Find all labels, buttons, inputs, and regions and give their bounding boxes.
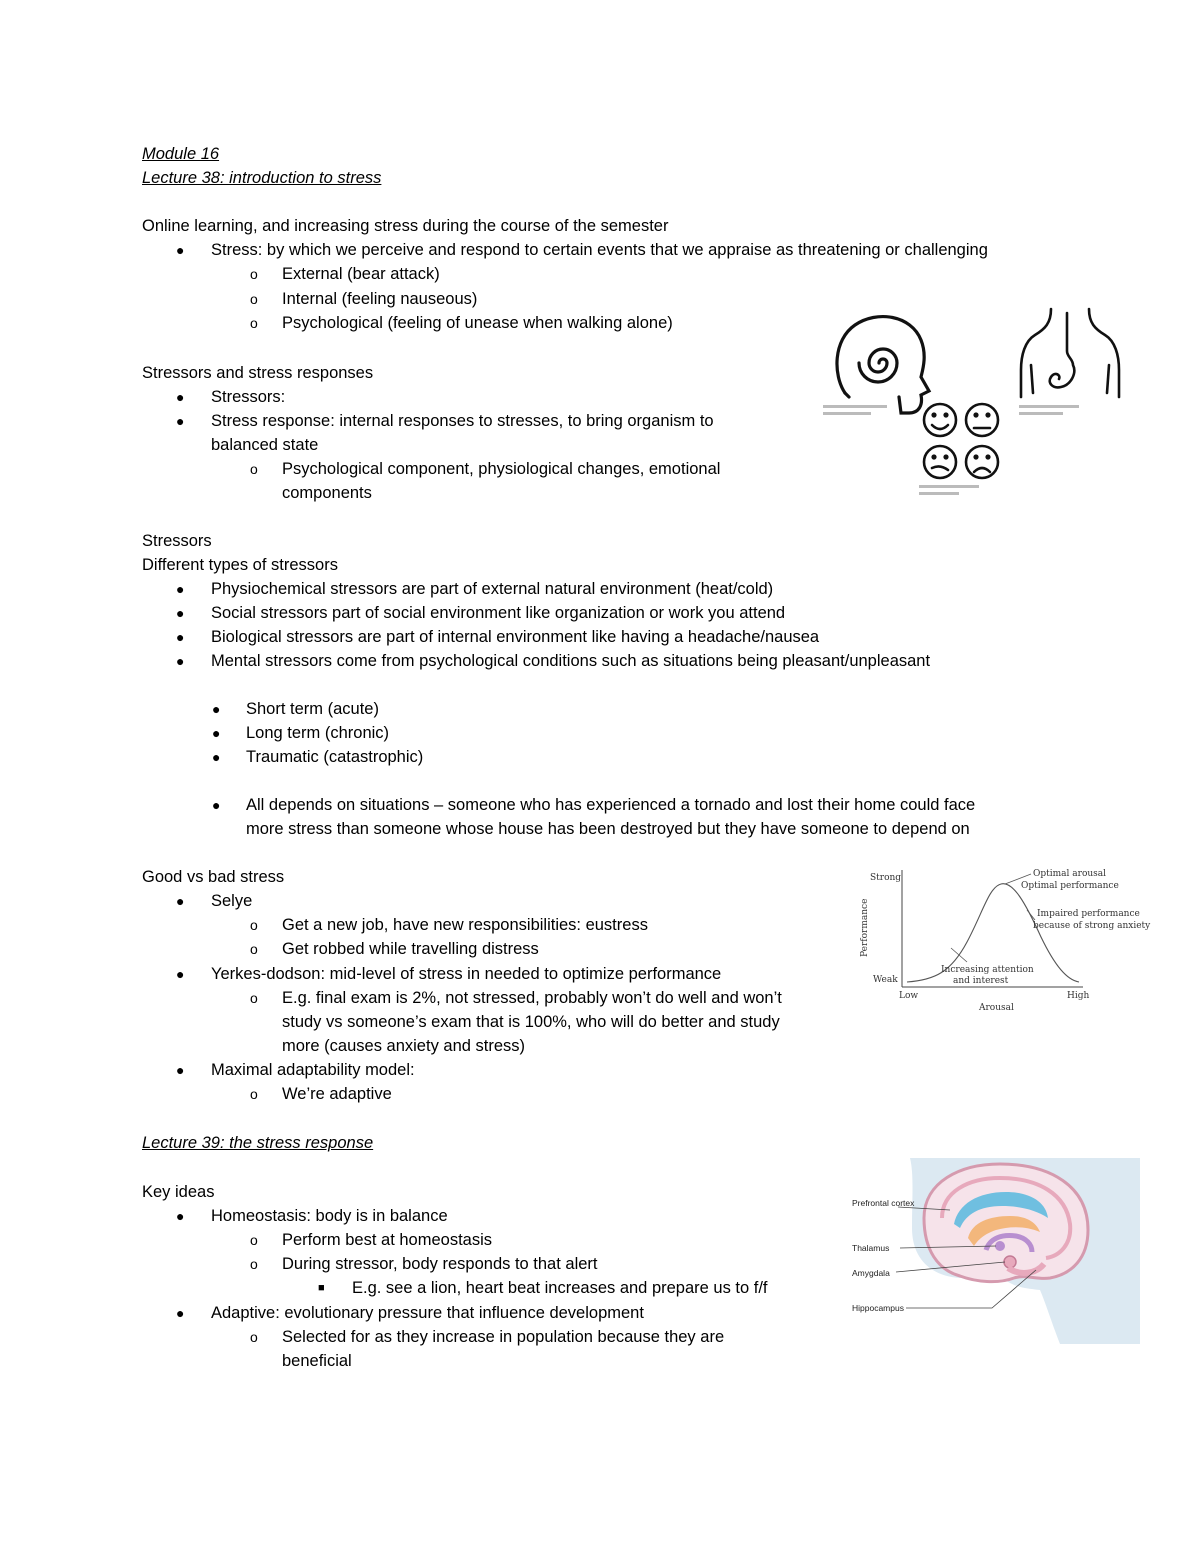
bullet-square: ■ xyxy=(318,1282,325,1294)
bullet-dot: ● xyxy=(176,966,185,982)
bullet-o: o xyxy=(250,1232,258,1248)
type-social: Social stressors part of social environment like organization or work you attend xyxy=(211,604,786,622)
bullet-o: o xyxy=(250,461,258,477)
y-strong-label: Strong xyxy=(870,873,902,883)
adaptive: Adaptive: evolutionary pressure that influence development xyxy=(211,1304,644,1322)
emotion-faces-icon xyxy=(924,404,998,478)
lecture-38-title: Lecture 38: introduction to stress xyxy=(142,169,382,187)
type-mental: Mental stressors come from psychological conditions such as situations being pleasant/unpleasant xyxy=(211,652,931,670)
bullet-o: o xyxy=(250,266,258,282)
bullet-o: o xyxy=(250,990,258,1006)
duration-long: Long term (chronic) xyxy=(246,724,390,742)
x-low-label: Low xyxy=(899,991,919,1001)
adaptive-sub-1: Selected for as they increase in population because they are xyxy=(282,1328,725,1346)
caption-placeholder xyxy=(823,405,887,408)
type-biological: Biological stressors are part of internal environment like having a headache/nausea xyxy=(211,628,820,646)
sr-stressors: Stressors: xyxy=(211,388,286,406)
stress-type-psychological: Psychological (feeling of unease when walking alone) xyxy=(282,314,673,332)
bullet-o: o xyxy=(250,291,258,307)
yerkes-example-3: more (causes anxiety and stress) xyxy=(282,1037,526,1055)
homeo-example: E.g. see a lion, heart beat increases and prepare us to f/f xyxy=(352,1279,768,1297)
caption-placeholder xyxy=(919,492,959,495)
sr-components-line-2: components xyxy=(282,484,372,502)
homeostasis: Homeostasis: body is in balance xyxy=(211,1207,448,1225)
bullet-dot: ● xyxy=(176,629,185,645)
sr-response-line-2: balanced state xyxy=(211,436,319,454)
annotation-impaired-2: because of strong anxiety xyxy=(1033,921,1151,931)
annotation-optimal-arousal: Optimal arousal xyxy=(1033,869,1107,879)
caption-placeholder xyxy=(823,412,871,415)
bullet-o: o xyxy=(250,1329,258,1345)
depends-line-2: more stress than someone whose house has been destroyed but they have someone to depend on xyxy=(246,820,970,838)
y-weak-label: Weak xyxy=(873,975,898,985)
duration-traumatic: Traumatic (catastrophic) xyxy=(246,748,424,766)
thalamus-region xyxy=(995,1241,1005,1251)
types-heading: Different types of stressors xyxy=(142,556,338,574)
selye: Selye xyxy=(211,892,253,910)
type-physiochemical: Physiochemical stressors are part of external natural environment (heat/cold) xyxy=(211,580,774,598)
bullet-dot: ● xyxy=(212,701,221,717)
intro-heading: Online learning, and increasing stress during the course of the semester xyxy=(142,217,669,235)
stressors-heading: Stressors xyxy=(142,532,212,550)
annotation-increasing-2: and interest xyxy=(953,976,1009,986)
bullet-o: o xyxy=(250,1256,258,1272)
stress-icons-figure xyxy=(815,305,1125,505)
x-axis-label: Arousal xyxy=(979,1003,1014,1013)
bullet-dot: ● xyxy=(176,605,185,621)
bullet-dot: ● xyxy=(176,653,185,669)
annotation-impaired-1: Impaired performance xyxy=(1037,909,1140,919)
yerkes-dodson: Yerkes-dodson: mid-level of stress in needed to optimize performance xyxy=(211,965,722,983)
selye-eustress: Get a new job, have new responsibilities: eustress xyxy=(282,916,648,934)
adaptive-sub-2: beneficial xyxy=(282,1352,352,1370)
sr-components-line-1: Psychological component, physiological changes, emotional xyxy=(282,460,721,478)
homeo-during: During stressor, body responds to that alert xyxy=(282,1255,598,1273)
bullet-o: o xyxy=(250,917,258,933)
caption-placeholder xyxy=(1019,412,1063,415)
bullet-dot: ● xyxy=(176,1062,185,1078)
label-amygdala: Amygdala xyxy=(852,1268,890,1278)
depends-line-1: All depends on situations – someone who has experienced a tornado and lost their home could face xyxy=(246,796,976,814)
bullet-dot: ● xyxy=(176,1305,185,1321)
bullet-dot: ● xyxy=(212,797,221,813)
annotation-leader xyxy=(951,948,967,962)
label-hippocampus: Hippocampus xyxy=(852,1303,904,1313)
lecture-39-title: Lecture 39: the stress response xyxy=(142,1134,374,1152)
bullet-o: o xyxy=(250,1086,258,1102)
caption-placeholder xyxy=(1019,405,1079,408)
label-thalamus: Thalamus xyxy=(852,1243,890,1253)
bullet-o: o xyxy=(250,315,258,331)
x-high-label: High xyxy=(1067,991,1090,1001)
selye-distress: Get robbed while travelling distress xyxy=(282,940,539,958)
annotation-leader xyxy=(1027,910,1035,920)
sr-heading: Stressors and stress responses xyxy=(142,364,374,382)
maximal-adaptability: Maximal adaptability model: xyxy=(211,1061,415,1079)
duration-short: Short term (acute) xyxy=(246,700,379,718)
annotation-increasing-1: Increasing attention xyxy=(941,965,1034,975)
bullet-dot: ● xyxy=(176,893,185,909)
stress-definition: Stress: by which we perceive and respond to certain events that we appraise as threatening or challenging xyxy=(211,241,988,259)
bullet-dot: ● xyxy=(176,1208,185,1224)
brain-diagram xyxy=(850,1158,1140,1344)
maximal-sub: We’re adaptive xyxy=(282,1085,392,1103)
stress-type-internal: Internal (feeling nauseous) xyxy=(282,290,478,308)
bullet-dot: ● xyxy=(176,242,185,258)
homeo-perform: Perform best at homeostasis xyxy=(282,1231,493,1249)
yerkes-dodson-chart xyxy=(855,862,1151,1022)
caption-placeholder xyxy=(919,485,979,488)
bullet-dot: ● xyxy=(176,389,185,405)
bullet-dot: ● xyxy=(176,413,185,429)
good-bad-heading: Good vs bad stress xyxy=(142,868,285,886)
head-spiral-icon xyxy=(837,317,929,413)
bullet-dot: ● xyxy=(212,725,221,741)
y-axis-label: Performance xyxy=(860,898,870,957)
bullet-dot: ● xyxy=(212,749,221,765)
module-title: Module 16 xyxy=(142,145,220,163)
torso-stomach-icon xyxy=(1021,309,1119,397)
annotation-optimal-performance: Optimal performance xyxy=(1021,881,1119,891)
sr-response-line-1: Stress response: internal responses to stresses, to bring organism to xyxy=(211,412,714,430)
yerkes-example-1: E.g. final exam is 2%, not stressed, probably won’t do well and won’t xyxy=(282,989,782,1007)
yerkes-example-2: study vs someone’s exam that is 100%, who will do better and study xyxy=(282,1013,780,1031)
bullet-o: o xyxy=(250,941,258,957)
key-ideas-heading: Key ideas xyxy=(142,1183,215,1201)
bullet-dot: ● xyxy=(176,581,185,597)
stress-type-external: External (bear attack) xyxy=(282,265,440,283)
label-prefrontal: Prefrontal cortex xyxy=(852,1198,915,1208)
